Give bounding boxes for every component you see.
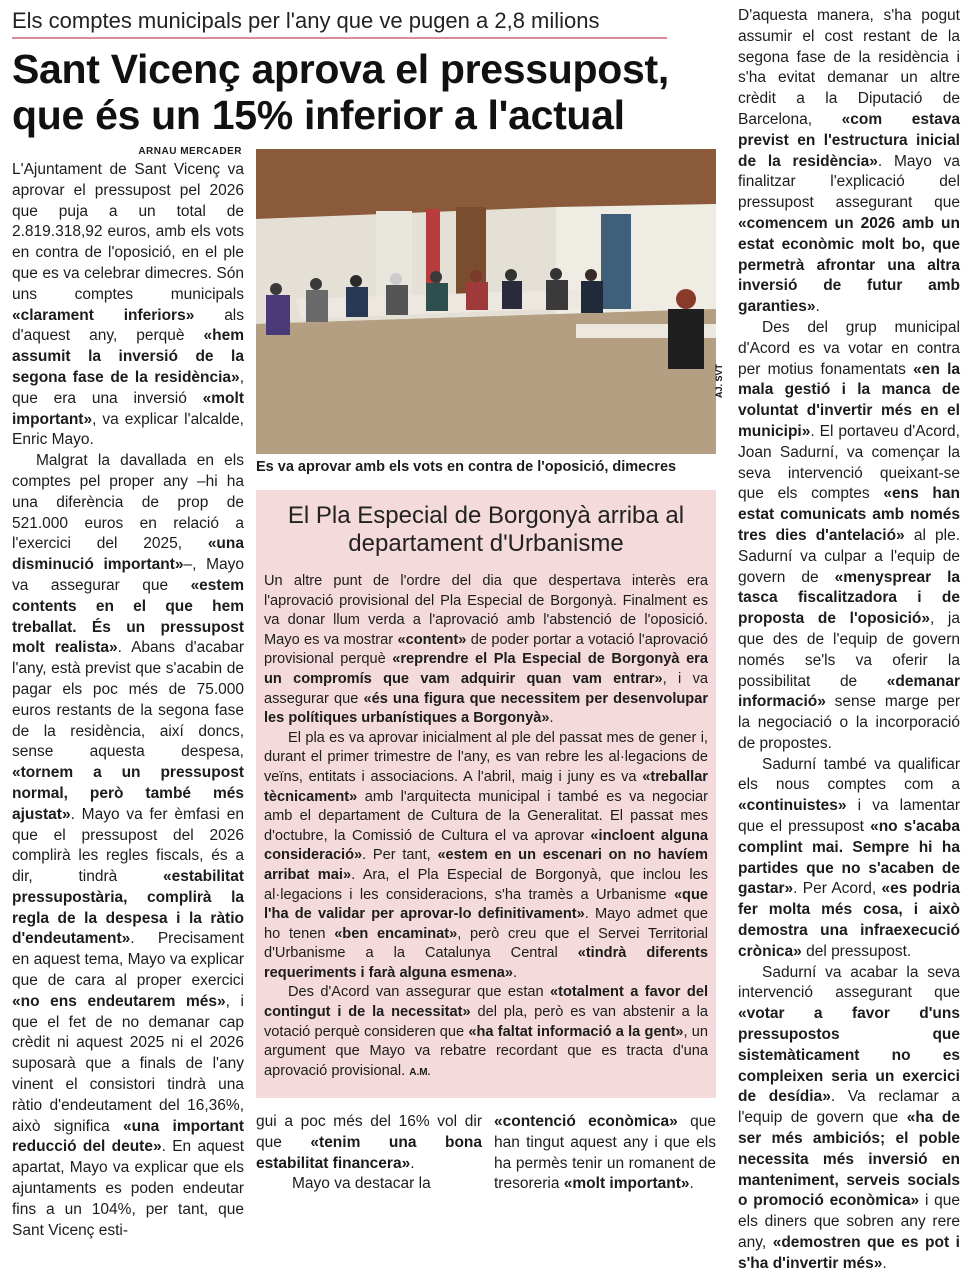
article-column-2: gui a poc més del 16% vol dir que «tenim una bona estabilitat financera». Mayo va destacar la <box>256 1113 483 1193</box>
photo-caption: Es va aprovar amb els vots en contra de l'oposició, dimecres <box>256 459 677 475</box>
council-meeting-illustration <box>256 149 716 454</box>
article-column-2b: «contenció econòmica» que han tingut aquest any i que els ha permès tenir un romanent de tresoreria «molt important». <box>494 1113 716 1193</box>
box-signature: A.M. <box>409 1066 431 1078</box>
article-headline: Sant Vicenç aprova el pressupost, que és un 15% inferior a l'actual <box>12 46 669 138</box>
box-title: El Pla Especial de Borgonyà arriba al departament d'Urbanisme <box>287 502 685 557</box>
photo-credit: AJ. SVT <box>714 363 724 398</box>
council-meeting-photo <box>256 149 716 454</box>
article-column-3: D'aquesta manera, s'ha pogut assumir el cost restant de la segona fase de la residència i s'ha evitat demanar un altre crèdit a la Diputació de Barcelona, «com estava previst en l'estructura inicial de la residència». Mayo va finalitzar l'explicació del pressupost assegurant que «comencem un 2026 amb un estat econòmic molt bo, que permetrà afrontar una altra inversió de futur amb garanties». Des del grup municipal d'Acord es va votar en contra per motius fonamentats «en la mala gestió i la manca de voluntat d'invertir més en el municipi». El portaveu d'Acord, Joan Sadurní, va començar la seva intervenció queixant-se que els comptes «ens han estat comunicats amb només tres dies d'antelació» al ple. Sadurní va culpar a l'equip de govern de «menysprear la tasca fiscalitzadora i de proposta de l'oposició», ja que des de l'equip de govern només se'ls va oferir la possibilitat de «demanar informació» sense marge per la negociació o la incorporació de propostes. Sadurní també va qualificar els nous comptes com a «continuistes» i va lamentar que el pressupost «no s'acaba complint mai. Sempre hi ha partides que no s'acaben de gastar». Per Acord, «es podria fer molta més cosa, i això demostra una infraexecució crònica» del pressupost. Sadurní va acabar la seva intervenció assegurant que «votar a favor d'uns pressupostos que sistemàticament no es compleixen seria un exercici de desídia». Va reclamar a l'equip de govern que «ha de ser més ambiciós; el poble necessita més inversió en manteniment, serveis socials o promoció econòmica» i que els diners que sobren any rere any, «demostren que es pot i s'ha d'invertir més». <box>738 7 961 1272</box>
article-byline: ARNAU MERCADER <box>138 146 242 157</box>
article-column-1: L'Ajuntament de Sant Vicenç va aprovar el pressupost pel 2026 que puja a un total de 2.819.318,92 euros, amb els vots en contra de l'oposició, en el ple que es va celebrar dimecres. Són uns comptes municipals «clarament inferiors» als d'aquest any, perquè «hem assumit la inversió de la segona fase de la residència», que era una inversió «molt important», va explicar l'alcalde, Enric Mayo. Malgrat la davallada en els comptes pel proper any –hi ha una diferència de prop de 521.000 euros en relació a l'exercici del 2025, «una disminució important»–, Mayo va assegurar que «estem contents en el que hem treballat. És un pressupost molt realista». Abans d'acabar l'any, està previst que s'acabin de pagar els poc més de 75.000 euros restants de la segona fase de la residència, així doncs, sense aquesta despesa, «tornem a un pressupost normal, però també més ajustat». Mayo va fer èmfasi en que el pressupost del 2026 complirà les regles fiscals, és a dir, tindrà «estabilitat pressupostària, complirà la regla de la despesa i la ràtio d'endeutament». Precisament en aquest tema, Mayo va explicar que de cara al proper exercici «no ens endeutarem més», i que el fet de no demanar cap crèdit ni aquest 2025 ni el 2026 suposarà que a finals de l'any vinent el consistori tindrà una ràtio d'endeutament del 16,36%, això significa «una important reducció del deute». En aquest apartat, Mayo va explicar que els ajuntaments es poden endeutar fins a un 104%, per tant, que Sant Vicenç esti- <box>12 161 245 1239</box>
sidebar-box: El Pla Especial de Borgonyà arriba al departament d'Urbanisme Un altre punt de l'ordre del dia que despertava interès era l'aprovació provisional del Pla Especial de Borgonyà. Finalment es va donar llum verda a l'aprovació amb l'abstenció de l'oposició. Mayo es va mostrar «content» de poder portar a votació l'aprovació provisional perquè «reprendre el Pla Especial de Borgonyà era un compromís que vam adquirir quan vam entrar», i va assegurar que «és una figura que necessitem per desenvolupar les polítiques urbanístiques a Borgonyà». El pla es va aprovar inicialment al ple del passat mes de gener i, durant el primer trimestre de l'any, es van rebre les al·legacions de veïns, entitats i associacions. A l'abril, maig i juny es va «treballar tècnicament» amb l'arquitecta municipal i també es va negociar amb el departament de Cultura de la Generalitat. El passat mes d'octubre, la Comissió de Cultura el va aprovar «incloent alguna consideració». Per tant, «estem en un escenari on no havíem arribat mai». Ara, el Pla Especial de Borgonyà, que inclou les al·legacions i les consideracions, s'ha tramès a Urbanisme «que l'ha de validar per aprovar-lo definitivament». Mayo admet que ho tenen «ben encaminat», però creu que el Servei Territorial d'Urbanisme a la Catalunya Central «tindrà diferents requeriments i farà alguna esmena». Des d'Acord van assegurar que estan «totalment a favor del contingut i de la necessitat» del pla, però es van abstenir a la votació perquè consideren que «ha faltat informació a la gent», un argument que Mayo va rebatre recordant que es tracta d'una aprovació provisional. A.M. <box>256 490 716 1098</box>
article-kicker: Els comptes municipals per l'any que ve pugen a 2,8 milions <box>12 8 667 39</box>
